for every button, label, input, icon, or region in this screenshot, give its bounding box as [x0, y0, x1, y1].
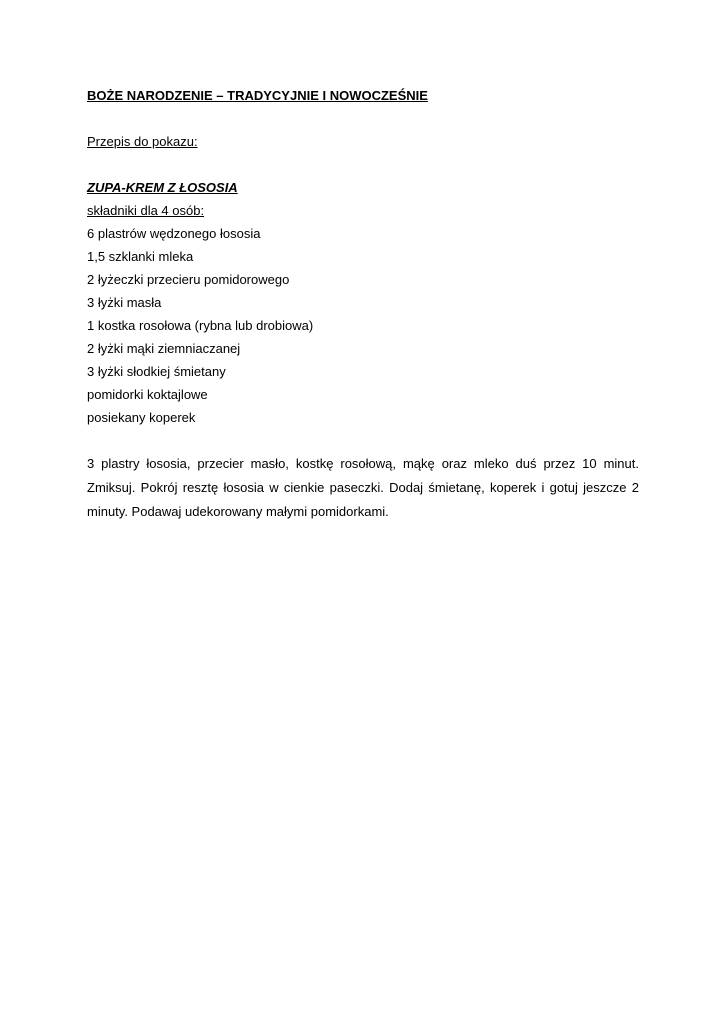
ingredient-item: 1 kostka rosołowa (rybna lub drobiowa)	[87, 318, 314, 333]
ingredients-list	[87, 222, 639, 429]
recipe-title: ZUPA-KREM Z ŁOSOSIA	[87, 180, 238, 195]
spacer	[87, 153, 639, 176]
ingredient-item: 6 plastrów wędzonego łososia	[87, 226, 261, 241]
document-page	[87, 84, 639, 537]
document-title: BOŻE NARODZENIE – TRADYCYJNIE I NOWOCZEŚNIE	[87, 88, 428, 103]
ingredient-item: 3 łyżki masła	[87, 295, 162, 310]
ingredient-item: 1,5 szklanki mleka	[87, 249, 194, 264]
ingredients-heading: składniki dla 4 osób:	[87, 203, 205, 218]
ingredient-item: 2 łyżki mąki ziemniaczanej	[87, 341, 241, 356]
ingredient-item: 3 łyżki słodkiej śmietany	[87, 364, 226, 379]
ingredient-item: pomidorki koktajlowe	[87, 387, 208, 402]
recipe-instructions: 3 plastry łososia, przecier masło, kostkę rosołową, mąkę oraz mleko duś przez 10 minut. Zmiksuj. Pokrój resztę łososia w cienkie paseczki. Dodaj śmietanę, koperek i gotuj jeszcze 2 minuty. Podawaj udekorowany małymi pomidorkami.	[87, 456, 639, 519]
ingredient-item: 2 łyżeczki przecieru pomidorowego	[87, 272, 290, 287]
document-subtitle: Przepis do pokazu:	[87, 134, 198, 149]
ingredient-item: posiekany koperek	[87, 410, 196, 425]
spacer	[87, 107, 639, 130]
